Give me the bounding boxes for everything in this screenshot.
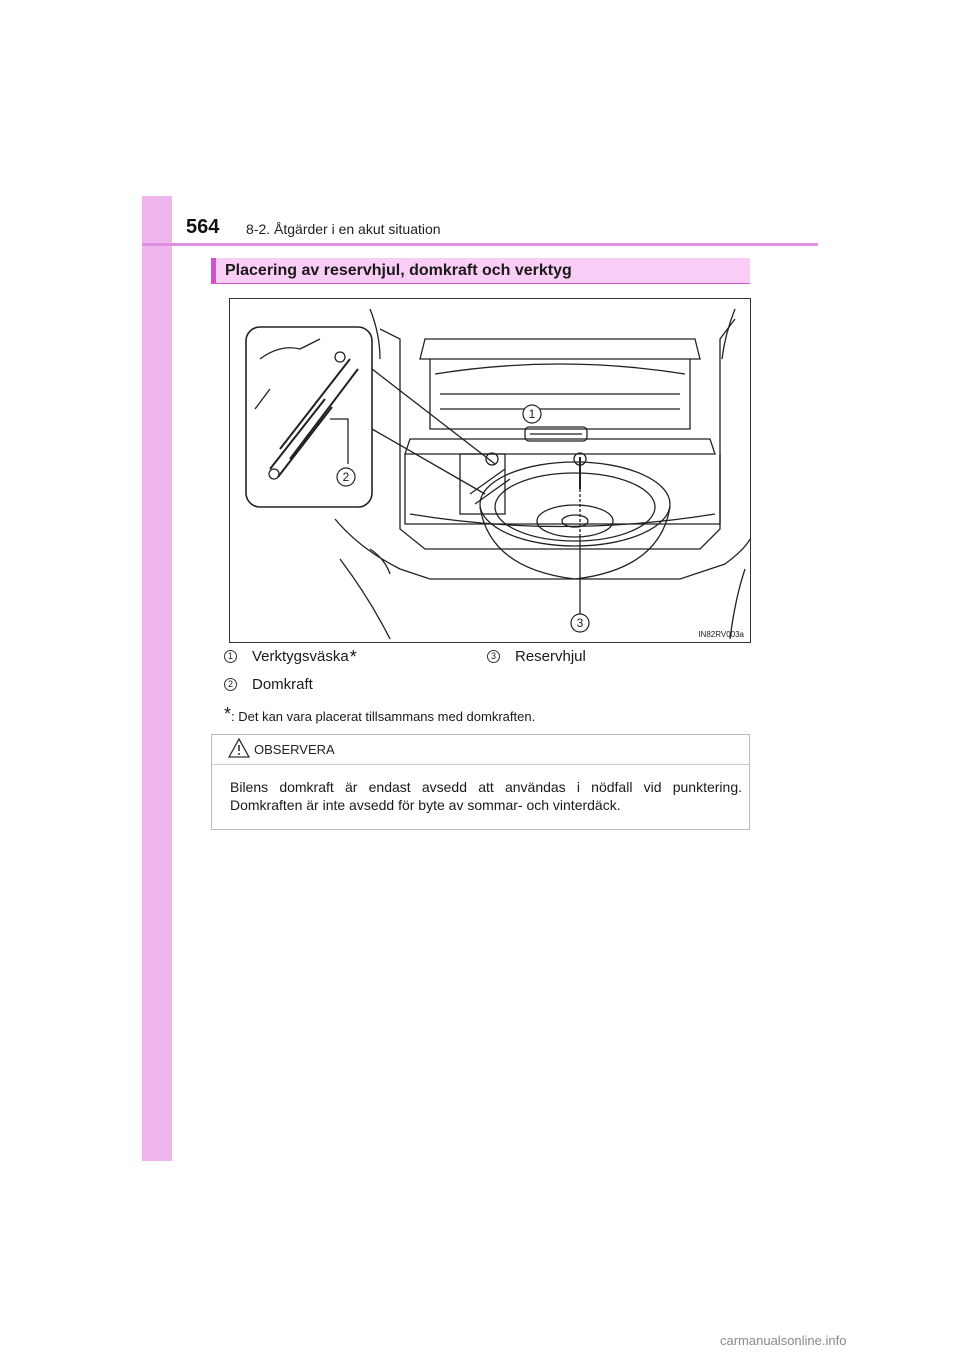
- footnote: [224, 704, 535, 725]
- notice-header: [212, 735, 749, 765]
- figure-code: IN82RV003a: [698, 630, 744, 639]
- watermark: carmanualsonline.info: [720, 1333, 847, 1348]
- legend-label: Reservhjul: [515, 648, 586, 665]
- trunk-illustration: [229, 298, 751, 643]
- header-divider: [142, 243, 818, 246]
- legend-number: 2: [224, 678, 237, 691]
- notice-title: OBSERVERA: [254, 742, 335, 757]
- legend-label: Domkraft: [252, 676, 313, 693]
- callout-2: 2: [342, 470, 350, 484]
- side-color-band: [142, 196, 172, 1161]
- legend-item-tool-bag: 1 Verktygsväska *: [224, 648, 357, 665]
- footnote-text: : Det kan vara placerat tillsammans med domkraften.: [231, 709, 536, 724]
- section-heading: [211, 258, 750, 284]
- notice-box: [211, 734, 750, 830]
- callout-1: 1: [528, 407, 536, 421]
- legend-label: Verktygsväska: [252, 648, 349, 665]
- legend-number: 3: [487, 650, 500, 663]
- warning-triangle-icon: [228, 738, 250, 758]
- callout-3: 3: [576, 616, 584, 630]
- section-heading-text: Placering av reservhjul, domkraft och verktyg: [225, 261, 572, 279]
- legend-item-jack: [224, 676, 313, 693]
- page-number: 564: [186, 216, 220, 238]
- trunk-drawing: [230, 299, 750, 642]
- notice-text: Bilens domkraft är endast avsedd att användas i nödfall vid punktering. Domkraften är inte avsedd för byte av sommar- och vinterdäck.: [230, 779, 742, 813]
- footnote-star: *: [224, 704, 232, 724]
- legend-item-spare-wheel: [487, 648, 586, 665]
- chapter-title: 8-2. Åtgärder i en akut situation: [246, 221, 441, 237]
- legend-number: 1: [224, 650, 237, 663]
